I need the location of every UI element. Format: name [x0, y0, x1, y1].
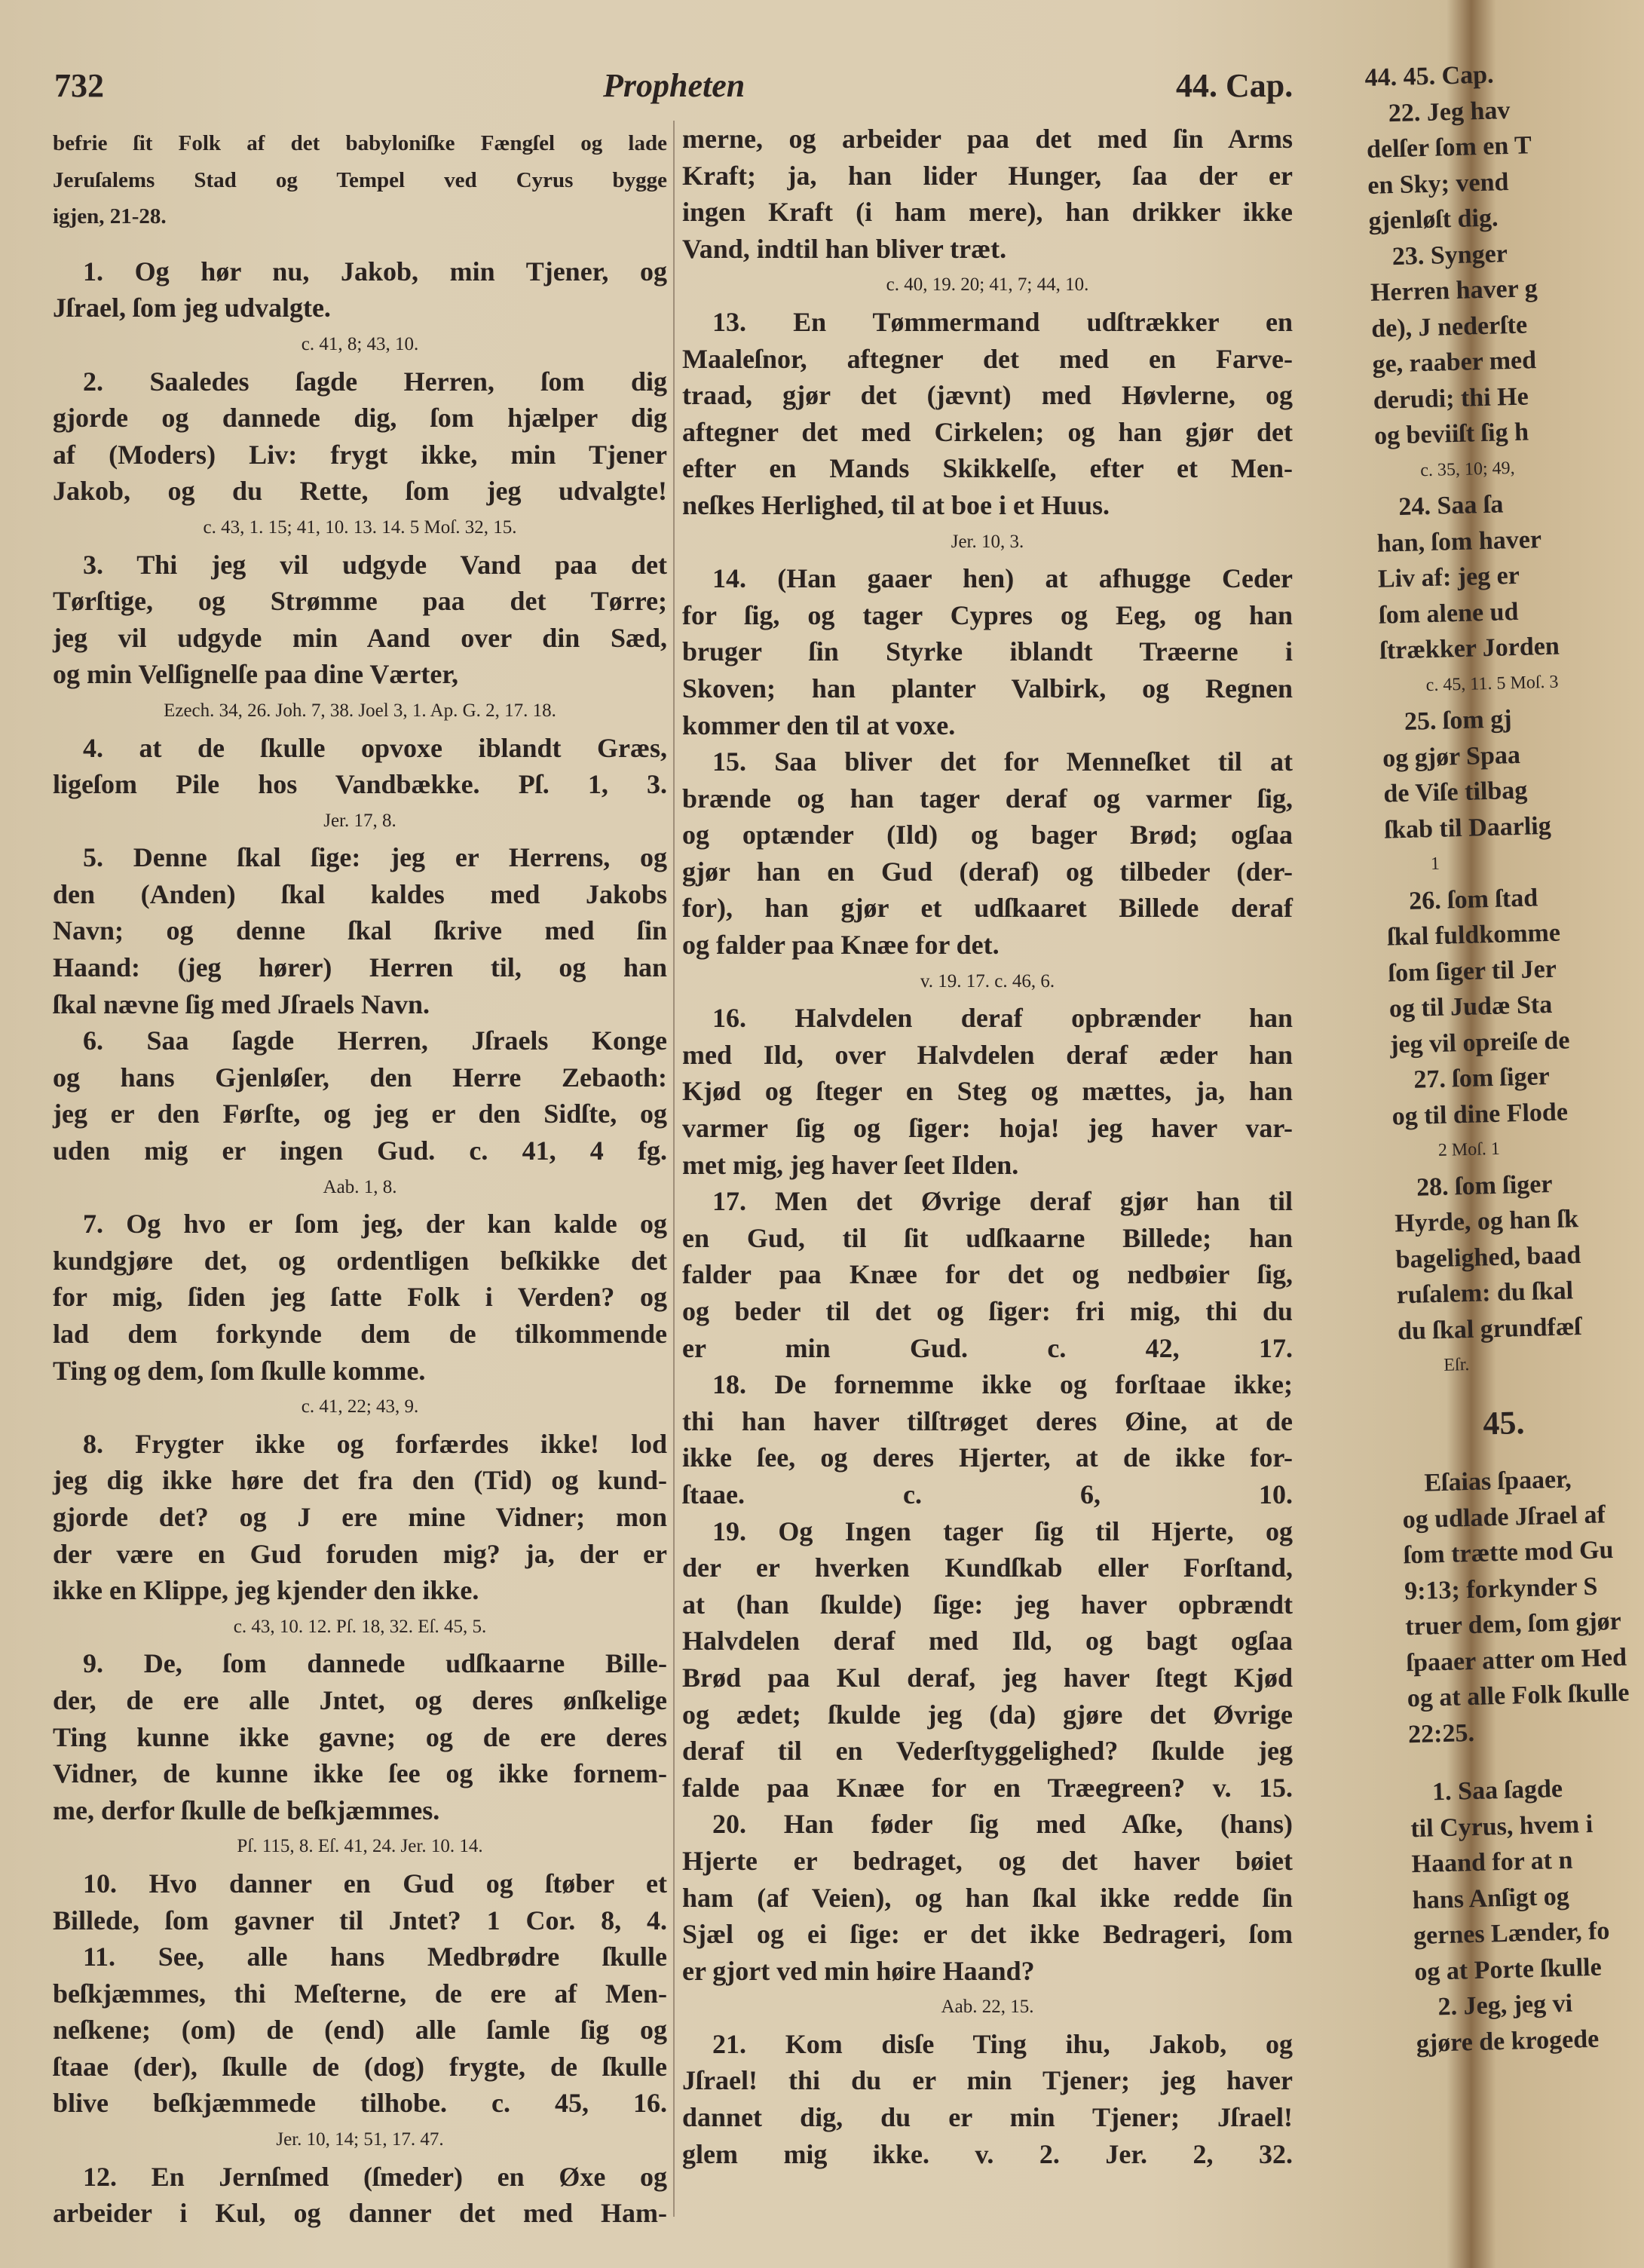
text-line: 21. Kom disſe Ting ihu, Jakob, og	[712, 2028, 1293, 2059]
right-column	[682, 121, 1293, 2172]
text-line: neſkene; (om) de (end) alle ſamle ſig og	[53, 2015, 667, 2046]
text-line: efter en Mands Skikkelſe, efter et Men-	[682, 453, 1293, 484]
text-line: jeg er den Førſte, og jeg er den Sidſte, og	[53, 1099, 667, 1129]
text-line: Haand: (jeg hører) Herren til, og han	[53, 952, 667, 983]
text-line: derudi; thi He	[1373, 382, 1529, 415]
text-line: 5. Denne ſkal ſige: jeg er Herrens, og	[83, 842, 667, 873]
reference-line: c. 40, 19. 20; 41, 7; 44, 10.	[886, 274, 1089, 296]
text-line: ſkab til Daarlig	[1384, 811, 1552, 844]
text-line: hans Anſigt og	[1412, 1882, 1570, 1914]
text-line: gjør han en Gud (deraf) og tilbeder (der-	[682, 856, 1293, 887]
page-number: 732	[54, 67, 104, 104]
text-line: og ædet; ſkulde jeg (da) gjøre det Øvrige	[682, 1699, 1293, 1730]
text-line: han, ſom haver	[1376, 525, 1542, 558]
text-line: for ſig, og tager Cypres og Eeg, og han	[682, 599, 1293, 630]
text-line: ligeſom Pile hos Vandbække. Pſ. 1, 3.	[53, 769, 667, 800]
text-line: 2. Saaledes ſagde Herren, ſom dig	[83, 366, 667, 397]
text-line: kommer den til at voxe.	[682, 710, 956, 740]
text-line: er gjort ved min høire Haand?	[682, 1955, 1035, 1986]
text-line: Skoven; han planter Valbirk, og Regnen	[682, 673, 1293, 703]
text-line: Kraft; ja, han lider Hunger, ſaa der er	[682, 160, 1293, 191]
text-line: 25. ſom gj	[1404, 705, 1513, 736]
text-line: jeg vil opreiſe de	[1389, 1025, 1570, 1059]
text-line: ſom alene ud	[1378, 597, 1519, 630]
text-line: den (Anden) ſkal kaldes med Jakobs	[53, 878, 667, 909]
text-line	[53, 235, 667, 253]
text-line: me, derfor ſkulle de beſkjæmmes.	[53, 1794, 440, 1825]
text-line: aftegner det med Cirkelen; og han gjør det	[682, 416, 1293, 447]
text-line: og gjør Spaa	[1382, 740, 1521, 773]
left-column	[53, 125, 667, 2232]
text-line: gjorde det? og J ere mine Vidner; mon	[53, 1501, 667, 1532]
text-line: ſkal nævne ſig med Jſraels Navn.	[53, 988, 430, 1019]
text-line: og at Porte ſkulle	[1413, 1953, 1603, 1986]
text-line: de), J nederſte	[1370, 310, 1528, 343]
chapter-heading: 44. Cap.	[1176, 67, 1293, 104]
text-line: jeg dig ikke høre det fra den (Tid) og kund-	[53, 1465, 667, 1496]
reference-line: Pſ. 115, 8. Eſ. 41, 24. Jer. 10. 14.	[237, 1836, 483, 1857]
text-line: og til Judæ Sta	[1388, 990, 1553, 1023]
text-line: dannet dig, du er min Tjener; Jſrael!	[682, 2102, 1293, 2133]
reference-line: c. 43, 1. 15; 41, 10. 13. 14. 5 Moſ. 32, 15.	[203, 516, 517, 538]
text-line: met mig, jeg haver ſeet Ilden.	[682, 1149, 1019, 1180]
text-line: Brød paa Kul deraf, jeg haver ſtegt Kjød	[682, 1662, 1293, 1693]
text-line: merne, og arbeider paa det med ſin Arms	[682, 124, 1293, 154]
text-line: ikke ſee, og deres Hjerter, at de ikke for-	[682, 1442, 1293, 1473]
text-line: 22:25.	[1407, 1718, 1475, 1749]
text-line: jeg vil udgyde min Aand over din Sæd,	[53, 622, 667, 653]
text-line: truer dem, ſom gjør	[1404, 1607, 1622, 1641]
text-line: 9. De, ſom dannede udſkaarne Bille-	[83, 1648, 667, 1679]
facing-page	[1364, 57, 1630, 2267]
text-line: Herren haver g	[1370, 274, 1538, 307]
text-line: 26. ſom ſtad	[1408, 883, 1538, 915]
text-line: Vand, indtil han bliver træt.	[682, 233, 1007, 264]
text-line: 4. at de ſkulle opvoxe iblandt Græs,	[83, 732, 667, 763]
reference-line: Eſr.	[1443, 1354, 1470, 1375]
text-line: 19. Og Ingen tager ſig til Hjerte, og	[712, 1516, 1293, 1546]
text-line: 23. Synger	[1391, 239, 1508, 271]
text-line: ſtaae. c. 6, 10.	[682, 1479, 1293, 1509]
text-line: 3. Thi jeg vil udgyde Vand paa det	[83, 549, 667, 580]
text-line: ham (af Veien), og han ſkal ikke redde ſin	[682, 1882, 1293, 1913]
text-line: ſom ſiger til Jer	[1388, 955, 1557, 988]
text-line: og hans Gjenløſer, den Herre Zebaoth:	[53, 1062, 667, 1093]
text-line: ſtrækker Jorden	[1379, 632, 1560, 665]
text-line: 9:13; forkynder S	[1404, 1572, 1598, 1605]
text-line: Sjæl og ei ſige: er det ikke Bedrageri, ſom	[682, 1919, 1293, 1950]
text-line: blive beſkjæmmede tilhobe. c. 45, 16.	[53, 2088, 667, 2119]
reference-line: Jer. 10, 14; 51, 17. 47.	[276, 2129, 444, 2150]
text-line: 18. De fornemme ikke og forſtaae ikke;	[712, 1369, 1293, 1400]
reference-line: Aab. 22, 15.	[941, 1997, 1034, 2018]
text-line: gernes Lænder, fo	[1413, 1917, 1610, 1951]
text-line: 1. Og hør nu, Jakob, min Tjener, og	[83, 256, 667, 287]
text-line: og beder til det og ſiger: fri mig, thi du	[682, 1296, 1293, 1326]
reference-line: c. 41, 8; 43, 10.	[301, 333, 419, 354]
text-line: Maaleſnor, aftegner det med en Farve-	[682, 343, 1293, 374]
text-line: Navn; og denne ſkal ſkrive med ſin	[53, 915, 667, 946]
text-line: en Sky; vend	[1367, 167, 1509, 200]
text-line: uden mig er ingen Gud. c. 41, 4 fg.	[53, 1136, 667, 1166]
text-line: en Gud, til ſit udſkaarne Billede; han	[682, 1222, 1293, 1253]
text-line: 10. Hvo danner en Gud og ſtøber et	[83, 1868, 667, 1899]
text-line: ge, raaber med	[1372, 346, 1537, 379]
text-line: for mig, ſiden jeg ſatte Folk i Verden? og	[53, 1282, 667, 1313]
reference-line: 1	[1430, 854, 1440, 875]
reference-line: c. 41, 22; 43, 9.	[301, 1396, 419, 1418]
text-line: at (han ſkulde) ſige: jeg haver opbrændt	[682, 1589, 1293, 1620]
text-line: Eſaias ſpaaer,	[1423, 1465, 1572, 1497]
text-line: neſkes Herlighed, til at boe i et Huus.	[682, 489, 1110, 520]
text-line: Kjød og ſteger en Steg og mættes, ja, han	[682, 1076, 1293, 1107]
text-line: 12. En Jernſmed (ſmeder) en Øxe og	[83, 2161, 667, 2192]
text-line: gjorde og dannede dig, ſom hjælper dig	[53, 403, 667, 434]
text-line: Liv af: jeg er	[1377, 561, 1520, 593]
reference-line: Jer. 17, 8.	[323, 810, 396, 831]
text-line	[1401, 1439, 1545, 1466]
text-line: og min Velſignelſe paa dine Værter,	[53, 659, 459, 690]
text-line: og udlade Jſrael af	[1402, 1500, 1606, 1534]
reference-line: Jer. 10, 3.	[951, 531, 1024, 552]
text-line: Jakob, og du Rette, ſom jeg udvalgte!	[53, 476, 667, 507]
text-line: ſom trætte mod Gu	[1403, 1536, 1614, 1570]
text-line: der, de ere alle Jntet, og deres ønſkelige	[53, 1684, 667, 1715]
text-line: 2. Jeg, jeg vi	[1437, 1989, 1573, 2021]
text-line: og til dine Flode	[1391, 1097, 1569, 1131]
text-line: Jeruſalems Stad og Tempel ved Cyrus bygge	[53, 167, 667, 192]
text-line: 11. See, alle hans Medbrødre ſkulle	[83, 1942, 667, 1972]
text-line: bruger ſin Styrke iblandt Træerne i	[682, 636, 1293, 667]
text-line: 17. Men det Øvrige deraf gjør han til	[712, 1186, 1293, 1217]
text-line: gjøre de krogede	[1416, 2024, 1600, 2058]
text-line: gjenløſt dig.	[1368, 204, 1499, 235]
text-line: 15. Saa bliver det for Menneſket til at	[712, 746, 1293, 777]
text-line: ſpaaer atter om Hed	[1406, 1643, 1627, 1677]
text-line: 27. ſom ſiger	[1413, 1062, 1551, 1094]
text-line: 1. Saa ſagde	[1431, 1774, 1563, 1807]
text-line: 24. Saa ſa	[1398, 490, 1504, 522]
text-line: og beviiſt ſig h	[1373, 418, 1529, 450]
text-line: og falder paa Knæe for det.	[682, 930, 1000, 961]
text-line: thi han haver tilſtrøget deres Øine, at de	[682, 1405, 1293, 1436]
text-line: Ting kunne ikke gavne; og de ere deres	[53, 1721, 667, 1752]
text-line: varmer ſig og ſiger: hoja! jeg haver var-	[682, 1113, 1293, 1144]
text-line: befrie ſit Folk af det babyloniſke Fængſel og lade	[53, 131, 667, 155]
text-line: falde paa Knæe for en Træegreen? v. 15.	[682, 1772, 1293, 1803]
text-line: igjen, 21-28.	[53, 204, 167, 229]
reference-line: c. 43, 10. 12. Pſ. 18, 32. Eſ. 45, 5.	[233, 1616, 487, 1637]
text-line: ſtaae (der), ſkulle de (dog) frygte, de ſkulle	[53, 2051, 667, 2082]
text-line	[1409, 1749, 1553, 1775]
text-line: der er hverken Kundſkab eller Forſtand,	[682, 1552, 1293, 1583]
text-line: ſkal fuldkomme	[1386, 918, 1561, 952]
text-line: 44. 45. Cap.	[1364, 60, 1495, 92]
text-line: 14. (Han gaaer hen) at afhugge Ceder	[712, 563, 1293, 594]
text-line: Ting og dem, ſom ſkulle komme.	[53, 1355, 426, 1386]
text-line: der være en Gud foruden mig? ja, der er	[53, 1538, 667, 1569]
chapter-heading: 45.	[1482, 1403, 1525, 1442]
reference-line: v. 19. 17. c. 46, 6.	[920, 970, 1055, 991]
text-line: 20. Han føder ſig med Aſke, (hans)	[712, 1809, 1293, 1840]
text-line: beſkjæmmes, thi Meſterne, de ere af Men-	[53, 1978, 667, 2009]
text-line: og at alle Folk ſkulle	[1407, 1678, 1630, 1713]
text-line: Hyrde, og han ſk	[1394, 1205, 1579, 1238]
text-line: lad dem forkynde dem de tilkommende	[53, 1319, 667, 1349]
text-line: 13. En Tømmermand udſtrækker en	[712, 306, 1293, 337]
column-divider	[673, 121, 675, 2217]
text-line: Jſrael! thi du er min Tjener; jeg haver	[682, 2065, 1293, 2096]
text-line: deraf til en Vederſtyggelighed? ſkulde jeg	[682, 1736, 1293, 1767]
text-line: de Viſe tilbag	[1382, 776, 1528, 808]
text-line: og optænder (Ild) og bager Brød; ogſaa	[682, 820, 1293, 851]
text-line: Billede, ſom gavner til Jntet? 1 Cor. 8, 4.	[53, 1905, 667, 1935]
text-line: Vidner, de kunne ikke ſee og ikke fornem-	[53, 1758, 667, 1789]
text-line: brænde og han tager deraf og varmer ſig,	[682, 783, 1293, 814]
text-line: ruſalem: du ſkal	[1396, 1277, 1574, 1310]
text-line: delſer ſom en T	[1366, 131, 1532, 164]
text-line: falder paa Knæe for det og nedbøier ſig,	[682, 1259, 1293, 1290]
text-line: Haand for at n	[1411, 1846, 1573, 1879]
text-line: Jſrael, ſom jeg udvalgte.	[53, 293, 331, 323]
text-line: ingen Kraft (i ham mere), han drikker ikke	[682, 197, 1293, 228]
text-line: ikke en Klippe, jeg kjender den ikke.	[53, 1575, 479, 1606]
text-line: 28. ſom ſiger	[1416, 1169, 1553, 1202]
text-line: du ſkal grundfæſ	[1397, 1312, 1582, 1345]
text-line: glem mig ikke. v. 2. Jer. 2, 32.	[682, 2138, 1293, 2169]
reference-line: c. 35, 10; 49,	[1419, 458, 1515, 480]
text-line: for), han gjør et udſkaaret Billede deraf	[682, 893, 1293, 924]
reference-line: Aab. 1, 8.	[323, 1176, 397, 1197]
text-line: Hjerte er bedraget, og det haver bøiet	[682, 1845, 1293, 1876]
text-line: 6. Saa ſagde Herren, Jſraels Konge	[83, 1025, 667, 1056]
text-line: Halvdelen deraf med Ild, og bagt ogſaa	[682, 1626, 1293, 1657]
text-line: af (Moders) Liv: frygt ikke, min Tjener	[53, 439, 667, 470]
text-line: 7. Og hvo er ſom jeg, der kan kalde og	[83, 1209, 667, 1240]
text-line: 8. Frygter ikke og forfærdes ikke! lod	[83, 1428, 667, 1459]
reference-line: 2 Moſ. 1	[1437, 1139, 1501, 1160]
text-line: med Ild, over Halvdelen deraf æder han	[682, 1039, 1293, 1070]
text-line: kundgjøre det, og ordentligen beſkikke det	[53, 1245, 667, 1276]
running-title: Propheten	[603, 67, 745, 104]
text-line: til Cyrus, hvem i	[1410, 1810, 1593, 1843]
reference-line: c. 45, 11. 5 Moſ. 3	[1425, 672, 1559, 695]
text-line: arbeider i Kul, og danner det med Ham-	[53, 2198, 667, 2229]
text-line: bagelighed, baad	[1395, 1240, 1581, 1273]
text-line: 16. Halvdelen deraf opbrænder han	[712, 1003, 1293, 1034]
text-line: 22. Jeg hav	[1388, 96, 1511, 127]
text-line: Tørſtige, og Strømme paa det Tørre;	[53, 586, 667, 617]
reference-line: Ezech. 34, 26. Joh. 7, 38. Joel 3, 1. Ap. G. 2, 17. 18.	[164, 700, 556, 721]
text-line: traad, gjør det (jævnt) med Høvlerne, og	[682, 380, 1293, 411]
text-line: er min Gud. c. 42, 17.	[682, 1332, 1293, 1363]
